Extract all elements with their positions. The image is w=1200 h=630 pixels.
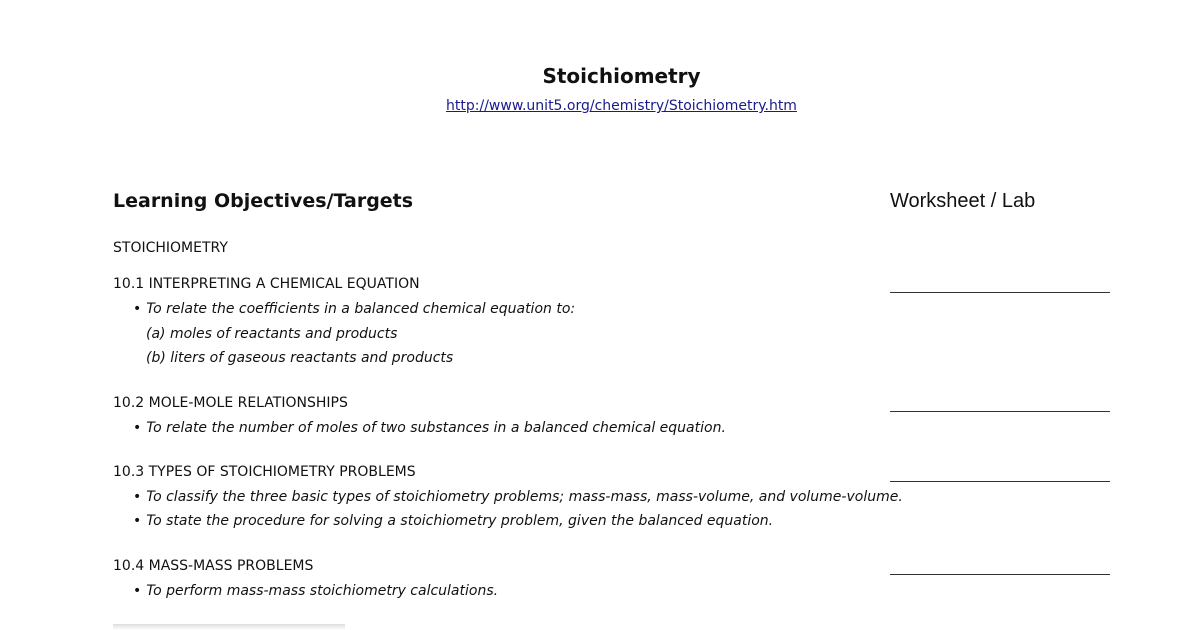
objective-title: 10.2 MOLE-MOLE RELATIONSHIPS <box>113 395 348 411</box>
truncated-next-objective <box>113 624 345 630</box>
worksheet-blank-line <box>890 411 1110 412</box>
objective-title: 10.3 TYPES OF STOICHIOMETRY PROBLEMS <box>113 464 416 480</box>
worksheet-blank-line <box>890 574 1110 575</box>
worksheet-blank-line <box>890 292 1110 293</box>
bullet-icon: • <box>133 583 142 599</box>
objective-bullet <box>133 420 726 436</box>
bullet-text: To relate the number of moles of two substances in a balanced chemical equation. <box>146 420 726 436</box>
worksheet-lab-heading: Worksheet / Lab <box>890 190 1036 212</box>
bullet-text: To classify the three basic types of stoichiometry problems; mass-mass, mass-volume, and volume-volume. <box>146 489 903 505</box>
objective-bullet <box>133 489 903 505</box>
document-title: Stoichiometry <box>542 64 701 88</box>
bullet-text: To relate the coefficients in a balanced chemical equation to: <box>146 301 576 317</box>
source-link[interactable]: http://www.unit5.org/chemistry/Stoichiometry.htm <box>446 98 797 114</box>
objective-bullet <box>133 513 773 529</box>
objective-subline: (b) liters of gaseous reactants and products <box>146 350 454 366</box>
bullet-icon: • <box>133 489 142 505</box>
bullet-icon: • <box>133 301 142 317</box>
section-label: STOICHIOMETRY <box>113 240 228 256</box>
bullet-text: To perform mass-mass stoichiometry calculations. <box>146 583 499 599</box>
objective-title: 10.1 INTERPRETING A CHEMICAL EQUATION <box>113 276 420 292</box>
objective-bullet <box>133 301 575 317</box>
bullet-text: To state the procedure for solving a stoichiometry problem, given the balanced equation. <box>146 513 774 529</box>
objective-title: 10.4 MASS-MASS PROBLEMS <box>113 558 314 574</box>
objective-bullet <box>133 583 498 599</box>
objectives-heading: Learning Objectives/Targets <box>113 190 414 212</box>
bullet-icon: • <box>133 513 142 529</box>
worksheet-blank-line <box>890 481 1110 482</box>
objective-subline: (a) moles of reactants and products <box>146 326 398 342</box>
bullet-icon: • <box>133 420 142 436</box>
